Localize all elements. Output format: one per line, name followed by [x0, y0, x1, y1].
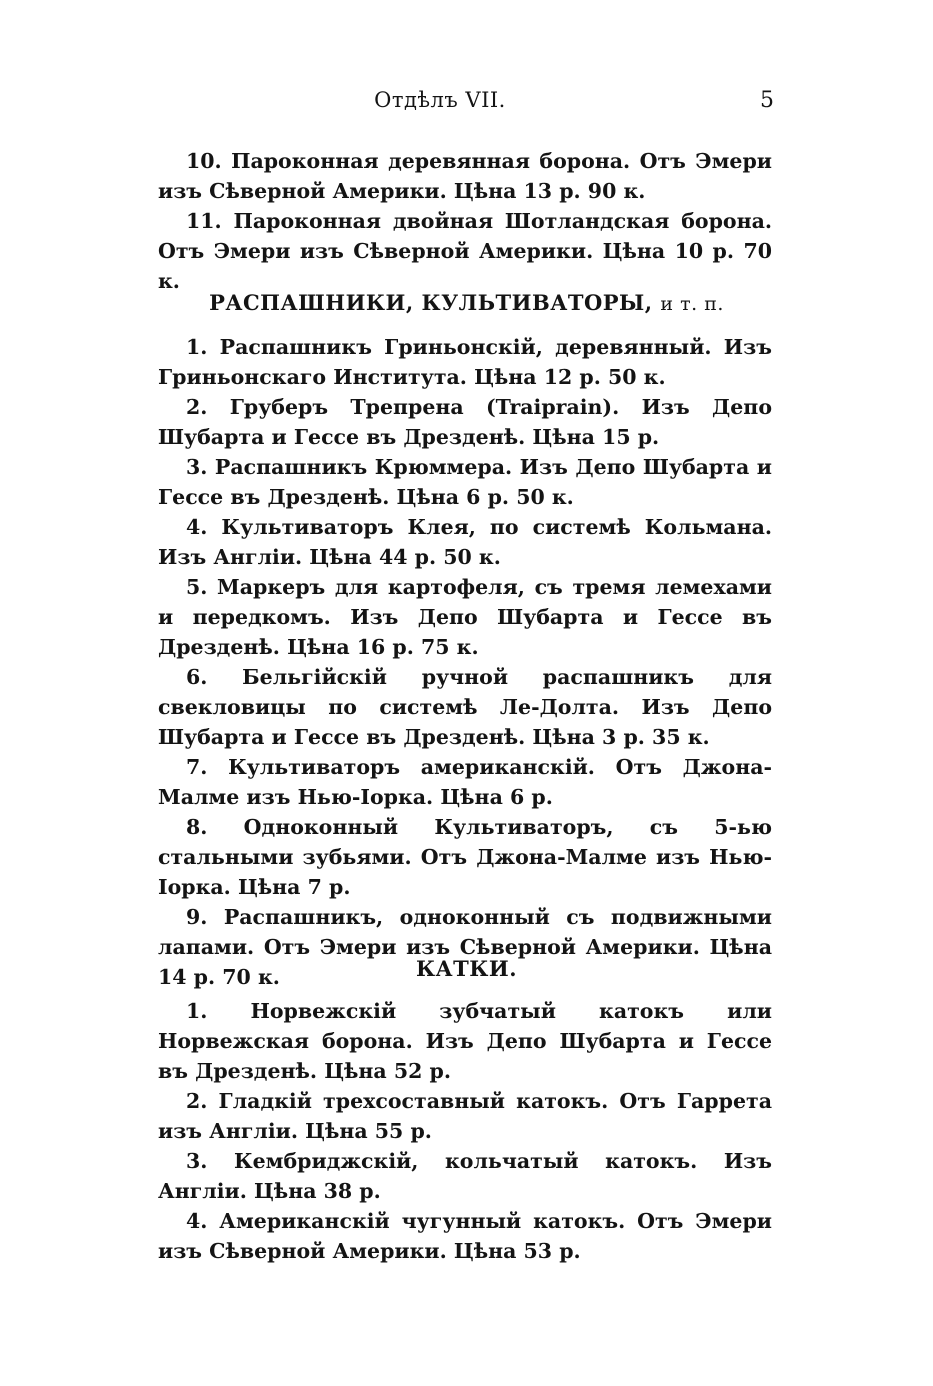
list-item: 1. Распашникъ Гриньонскій, деревянный. Изъ Гриньонскаго Института. Цѣна 12 р. 50 к. [158, 335, 772, 389]
list-item: 4. Культиваторъ Клея, по системѣ Кольмана. Изъ Англіи. Цѣна 44 р. 50 к. [158, 515, 772, 569]
list-item: 6. Бельгійскій ручной распашникъ для свекловицы по системѣ Ле-Долта. Изъ Депо Шубарта и Гессе въ Дрезденѣ. Цѣна 3 р. 35 к. [158, 665, 772, 749]
list-item: 3. Распашникъ Крюммера. Изъ Депо Шубарта и Гессе въ Дрезденѣ. Цѣна 6 р. 50 к. [158, 455, 772, 509]
section3-list [158, 996, 772, 1266]
section1-list [158, 146, 772, 296]
heading-text: КАТКИ. [415, 956, 518, 981]
heading-suffix: и т. п. [660, 293, 724, 315]
list-item: 3. Кембриджскій, кольчатый катокъ. Изъ Англіи. Цѣна 38 р. [158, 1149, 772, 1203]
list-item: 9. Распашникъ, одноконный съ подвижными лапами. Отъ Эмери изъ Сѣверной Америки. Цѣна 14 р. 70 к. [158, 905, 772, 989]
list-item: 10. Пароконная деревянная борона. Отъ Эмери изъ Сѣверной Америки. Цѣна 13 р. 90 к. [158, 149, 772, 203]
section-heading [0, 290, 933, 315]
section-heading [0, 956, 933, 981]
list-item: 8. Одноконный Культиваторъ, съ 5-ью стальными зубьями. Отъ Джона-Малме изъ Нью-Іорка. Цѣна 7 р. [158, 815, 772, 899]
list-item: 5. Маркеръ для картофеля, съ тремя лемехами и передкомъ. Изъ Депо Шубарта и Гессе въ Дрезденѣ. Цѣна 16 р. 75 к. [158, 575, 772, 659]
running-head [0, 88, 933, 122]
list-item: 2. Гладкій трехсоставный катокъ. Отъ Гаррета изъ Англіи. Цѣна 55 р. [158, 1089, 772, 1143]
list-item: 7. Культиваторъ американскій. Отъ Джона-Малме изъ Нью-Іорка. Цѣна 6 р. [158, 755, 772, 809]
list-item: 2. Груберъ Трепрена (Traiprain). Изъ Депо Шубарта и Гессе въ Дрезденѣ. Цѣна 15 р. [158, 395, 772, 449]
heading-text: РАСПАШНИКИ, КУЛЬТИВАТОРЫ, [209, 290, 653, 315]
list-item: 1. Норвежскій зубчатый катокъ или Норвежская борона. Изъ Депо Шубарта и Гессе въ Дрезденѣ. Цѣна 52 р. [158, 999, 772, 1083]
section-title: Отдѣлъ VII. [374, 88, 506, 112]
section2-list [158, 332, 772, 992]
list-item: 11. Пароконная двойная Шотландская борона. Отъ Эмери изъ Сѣверной Америки. Цѣна 10 р. 70 к. [158, 209, 772, 293]
list-item: 4. Американскій чугунный катокъ. Отъ Эмери изъ Сѣверной Америки. Цѣна 53 р. [158, 1209, 772, 1263]
page-number: 5 [760, 88, 774, 113]
